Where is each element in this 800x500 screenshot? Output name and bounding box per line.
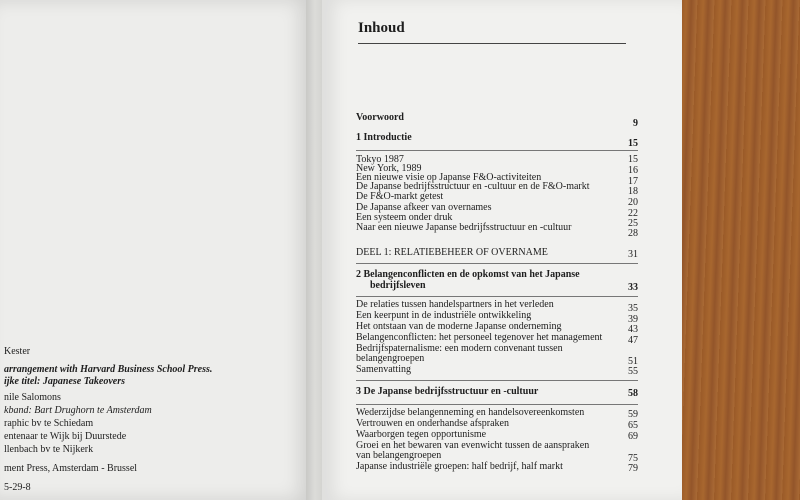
toc-page-number: 58 xyxy=(628,388,638,399)
toc-page-number: 75 xyxy=(628,453,638,464)
toc-separator xyxy=(356,150,638,151)
toc-entry: Bedrijfspaternalisme: een modern convenant tussen xyxy=(356,343,563,354)
left-page xyxy=(0,0,312,500)
left-page-line: entenaar te Wijk bij Duurstede xyxy=(4,431,127,442)
toc-page-number: 17 xyxy=(628,176,638,187)
toc-entry: 3 De Japanse bedrijfsstructuur en -cultuur 58 xyxy=(356,386,638,399)
toc-page-number: 59 xyxy=(628,409,638,420)
toc-entry: Een nieuwe visie op Japanse F&O-activiteiten 17 xyxy=(356,172,638,187)
left-page-line: kband: Bart Drughorn te Amsterdam xyxy=(4,405,152,416)
toc-entry: belangengroepen 51 xyxy=(356,353,638,367)
toc-entry: Wederzijdse belangenneming en handelsovereenkomsten 59 xyxy=(356,407,638,420)
toc-page-number: 39 xyxy=(628,314,638,325)
toc-page-number: 22 xyxy=(628,208,638,219)
left-page-line: ment Press, Amsterdam - Brussel xyxy=(4,463,138,474)
toc-page-number: 43 xyxy=(628,324,638,335)
toc-entry: Het ontstaan van de moderne Japanse onderneming 43 xyxy=(356,321,638,335)
toc-separator xyxy=(356,263,638,264)
toc-separator xyxy=(356,296,638,297)
toc-page-number: 28 xyxy=(628,228,638,239)
toc-separator xyxy=(356,404,638,405)
toc-page-number: 35 xyxy=(628,303,638,314)
title-rule xyxy=(358,43,626,44)
toc-entry: De F&O-markt getest 20 xyxy=(356,191,638,208)
toc-separator xyxy=(356,380,638,381)
toc-entry: De Japanse bedrijfsstructuur en -cultuur en de F&O-markt 18 xyxy=(356,181,638,197)
toc-entry: De Japanse afkeer van overnames 22 xyxy=(356,202,638,219)
toc-entry: New York, 1989 16 xyxy=(356,163,638,176)
toc-entry: De relaties tussen handelspartners in het verleden 35 xyxy=(356,299,638,314)
toc-entry: bedrijfsleven 33 xyxy=(370,280,638,293)
left-page-line: raphic bv te Schiedam xyxy=(4,418,94,429)
left-page-line: llenbach bv te Nijkerk xyxy=(4,444,94,455)
toc-entry: Groei en het bewaren van evenwicht tussen de aanspraken xyxy=(356,440,590,451)
left-page-line: Kester xyxy=(4,346,31,357)
toc-page-number: 69 xyxy=(628,431,638,442)
toc-entry: Waarborgen tegen opportunisme 69 xyxy=(356,429,638,442)
toc-entry: DEEL 1: RELATIEBEHEER OF OVERNAME 31 xyxy=(356,247,638,260)
toc-entry: Samenvatting 55 xyxy=(356,364,638,377)
toc-entry: Voorwoord 9 xyxy=(356,112,638,129)
toc-entry: van belangengroepen 75 xyxy=(356,450,638,464)
left-page-line: 5-29-8 xyxy=(4,482,31,493)
toc-page-number: 15 xyxy=(628,154,638,165)
left-page-line: ijke titel: Japanese Takeovers xyxy=(4,376,125,387)
page-title: Inhoud xyxy=(358,20,405,36)
toc-entry: Een keerpunt in de industriële ontwikkeling 39 xyxy=(356,310,638,325)
toc-page-number: 51 xyxy=(628,356,638,367)
toc-entry: 1 Introductie 15 xyxy=(356,132,638,149)
toc-entry: Naar een nieuwe Japanse bedrijfsstructuur en -cultuur 28 xyxy=(356,222,638,239)
left-page-line: arrangement with Harvard Business School Press. xyxy=(4,364,213,375)
toc-page-number: 9 xyxy=(633,118,638,129)
toc-entry: Japanse industriële groepen: half bedrijf, half markt 79 xyxy=(356,461,638,474)
toc-entry: 2 Belangenconflicten en de opkomst van het Japanse xyxy=(356,269,580,280)
toc-page-number: 25 xyxy=(628,218,638,229)
toc-page-number: 31 xyxy=(628,249,638,260)
toc-page-number: 18 xyxy=(628,186,638,197)
toc-page-number: 16 xyxy=(628,165,638,176)
toc-page-number: 55 xyxy=(628,366,638,377)
toc-entry: Een systeem onder druk 25 xyxy=(356,212,638,229)
toc-page-number: 15 xyxy=(628,138,638,149)
toc-page-number: 79 xyxy=(628,463,638,474)
toc-page-number: 65 xyxy=(628,420,638,431)
toc-page-number: 33 xyxy=(628,282,638,293)
toc-page-number: 47 xyxy=(628,335,638,346)
toc-page-number: 20 xyxy=(628,197,638,208)
toc-entry: Vertrouwen en onderhandse afspraken 65 xyxy=(356,418,638,431)
left-page-line: nile Salomons xyxy=(4,392,61,403)
toc-entry: Tokyo 1987 15 xyxy=(356,154,638,165)
toc-entry: Belangenconflicten: het personeel tegenover het management 47 xyxy=(356,332,638,346)
